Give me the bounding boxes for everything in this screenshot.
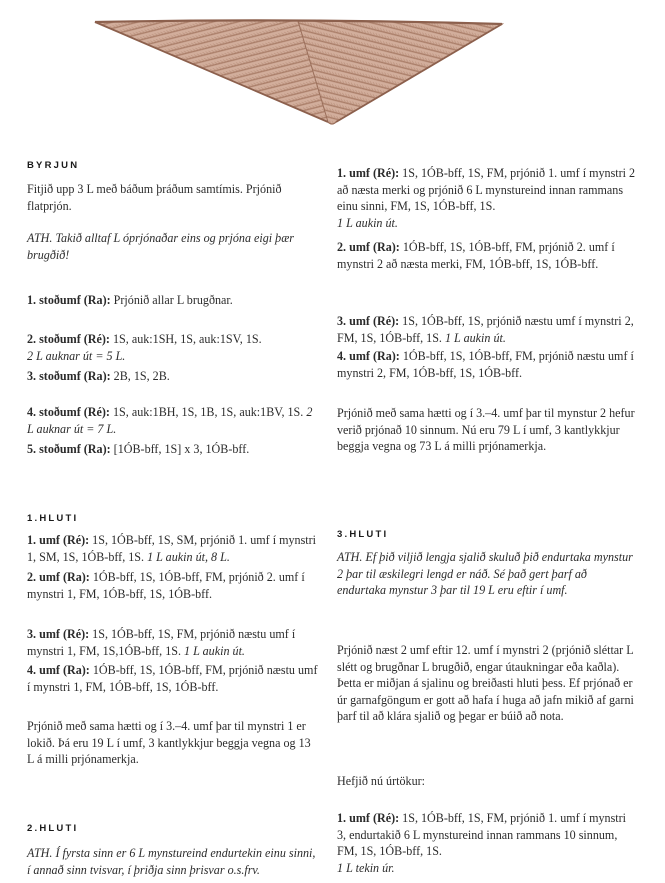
hluti2-row-2: 2. umf (Ra): 1ÓB-bff, 1S, 1ÓB-bff, FM, prjónið 2. umf í mynstri 2 að næsta merki, FM, 1ÓB-bff, 1S, 1ÓB-bff. xyxy=(337,240,615,271)
hluti3-paragraph: Prjónið næst 2 umf eftir 12. umf í mynstri 2 (prjónið sléttar L slétt og brugðnar L brugðið, engar útaukningar eða kaðla). Þetta er miðjan á sjalinu og breiðasti hluti þess. Ef prjónað er úr garnafgöngum er gott að hafa í huga að jafn mikið af garni þarf til að klára sjalið og þegar er búið að nota. xyxy=(337,643,634,724)
section-heading-hluti-1: 1.HLUTI xyxy=(27,513,79,524)
knitted-triangle-shawl-icon xyxy=(95,20,502,124)
hluti2-row-4: 4. umf (Ra): 1ÓB-bff, 1S, 1ÓB-bff, FM, prjónið næstu umf í mynstri 2, FM, 1ÓB-bff, 1S, 1ÓB-bff. xyxy=(337,349,634,380)
shawl-illustration xyxy=(92,18,505,130)
decrease-intro: Hefjið nú úrtökur: xyxy=(337,774,425,788)
row-1-stodumf: 1. stoðumf (Ra): Prjónið allar L brugðnar. xyxy=(27,293,233,307)
hluti2-row-3: 3. umf (Ré): 1S, 1ÓB-bff, 1S, prjónið næstu umf í mynstri 2, FM, 1S, 1ÓB-bff, 1S. 1 L aukin út. xyxy=(337,314,634,345)
byrjun-text: Fitjið upp 3 L með báðum þráðum samtímis. Prjónið flatprjón. xyxy=(27,182,282,213)
section-heading-byrjun: BYRJUN xyxy=(27,160,80,171)
hluti1-paragraph: Prjónið með sama hætti og í 3.–4. umf þar til mynstri 1 er lokið. Þá eru 19 L í umf, 3 kantlykkjur beggja vegna og 13 L á milli prjónamerkja. xyxy=(27,719,311,767)
hluti1-row-2: 2. umf (Ra): 1ÓB-bff, 1S, 1ÓB-bff, FM, prjónið 2. umf í mynstri 1, FM, 1ÓB-bff, 1S, 1ÓB-bff. xyxy=(27,570,305,601)
hluti1-row-1: 1. umf (Ré): 1S, 1ÓB-bff, 1S, SM, prjónið 1. umf í mynstri 1, SM, 1S, 1ÓB-bff, 1S. 1 L aukin út, 8 L. xyxy=(27,533,317,564)
hluti3-row-1: 1. umf (Ré): 1S, 1ÓB-bff, 1S, FM, prjónið 1. umf í mynstri 3, endurtakið 6 L mynstureind innan rammans 10 sinnum, FM, 1S, 1ÓB-bff, 1S. 1 L tekin úr. xyxy=(337,811,627,875)
row-4-stodumf: 4. stoðumf (Ré): 1S, auk:1BH, 1S, 1B, 1S, auk:1BV, 1S. 2 L auknar út = 7 L. xyxy=(27,405,313,436)
note-ath-2: ATH. Í fyrsta sinn er 6 L mynstureind endurtekin einu sinni, í annað sinn tvisvar, í þriðja sinn þrisvar o.s.frv. xyxy=(27,846,316,877)
row-3-stodumf: 3. stoðumf (Ra): 2B, 1S, 2B. xyxy=(27,369,170,383)
note-ath-3: ATH. Ef þið viljið lengja sjalið skuluð þið endurtaka mynstur 2 þar til æskilegri lengd er náð. Sé það gert þarf að endurtaka mynstur 3 þar til 19 L eru eftir í umf. xyxy=(337,550,633,598)
section-heading-hluti-2: 2.HLUTI xyxy=(27,823,79,834)
row-2-stodumf: 2. stoðumf (Ré): 1S, auk:1SH, 1S, auk:1SV, 1S. 2 L auknar út = 5 L. xyxy=(27,332,262,363)
section-heading-hluti-3: 3.HLUTI xyxy=(337,529,389,540)
hluti1-row-3: 3. umf (Ré): 1S, 1ÓB-bff, 1S, FM, prjónið næstu umf í mynstri 1, FM, 1S,1ÓB-bff, 1S. 1 L aukin út. xyxy=(27,627,296,658)
hluti2-paragraph: Prjónið með sama hætti og í 3.–4. umf þar til mynstur 2 hefur verið prjónað 10 sinnum. Nú eru 79 L í umf, 3 kantlykkjur beggja vegna og 73 L á milli prjónamerkja. xyxy=(337,406,635,454)
note-ath-1: ATH. Takið alltaf L óprjónaðar eins og prjóna eigi þær brugðið! xyxy=(27,231,294,262)
hluti1-row-4: 4. umf (Ra): 1ÓB-bff, 1S, 1ÓB-bff, FM, prjónið næstu umf í mynstri 1, FM, 1ÓB-bff, 1S, 1ÓB-bff. xyxy=(27,663,318,694)
row-5-stodumf: 5. stoðumf (Ra): [1ÓB-bff, 1S] x 3, 1ÓB-bff. xyxy=(27,442,250,456)
hluti2-row-1: 1. umf (Ré): 1S, 1ÓB-bff, 1S, FM, prjónið 1. umf í mynstri 2 að næsta merki og prjónið 6 L mynstureind innan rammans einu sinni, FM, 1S, 1ÓB-bff, 1S. 1 L aukin út. xyxy=(337,166,636,230)
